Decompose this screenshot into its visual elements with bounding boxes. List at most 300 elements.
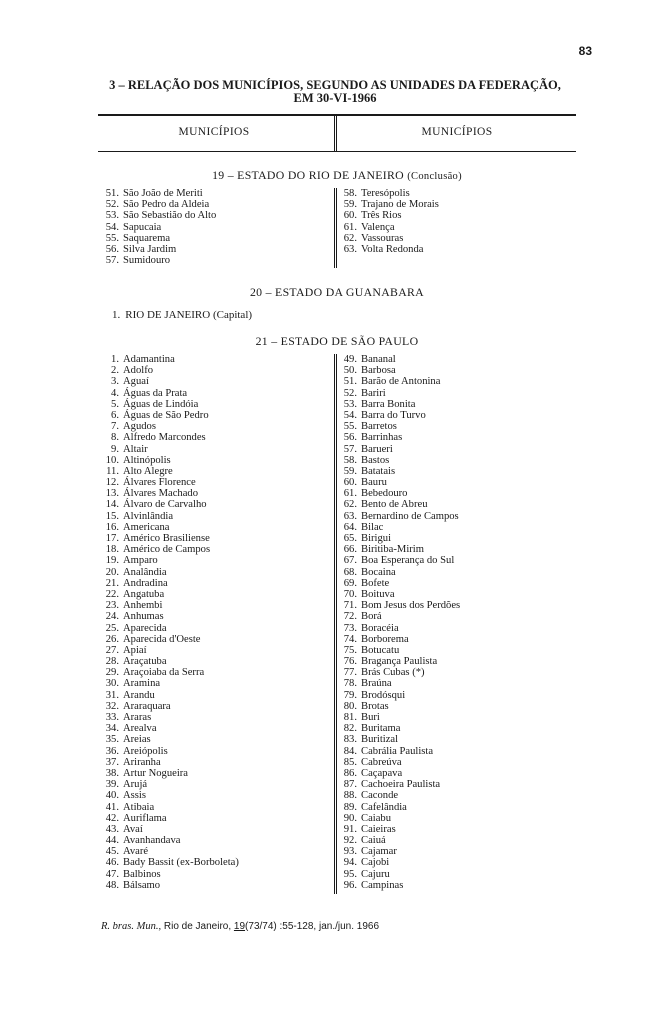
list-item [100,656,239,667]
list-item [100,555,239,566]
list-item-name: Adolfo [123,365,154,377]
list-item [338,188,439,199]
list-item-number: 88. [343,790,357,802]
list-item-number: 65. [343,533,357,544]
list-item [100,701,239,712]
list-item-name: Arandu [123,689,155,701]
list-item [338,790,460,801]
list-item [338,199,439,210]
list-item-number: 74. [343,633,357,645]
list-item [100,233,216,244]
list-item [338,388,460,399]
list-item-name: Avanhandava [123,835,181,847]
list-item-number: 57. [343,443,357,455]
list-item-name: Altair [123,443,148,455]
list-item [100,802,239,813]
list-item [338,365,460,376]
list-item [338,421,460,432]
list-item-number: 43. [105,823,119,835]
list-item-number: 42. [105,812,119,824]
list-item [338,813,460,824]
list-item [338,376,460,387]
rio-de-janeiro-list-left [100,188,216,266]
list-item-name: Águas de Lindóia [123,398,199,410]
list-item-name: São Sebastião do Alto [123,210,217,222]
list-item-number: 12. [105,477,119,489]
list-item [100,723,239,734]
list-item-number: 26. [105,633,119,645]
list-item-name: Barra Bonita [361,398,416,410]
list-item-number: 4. [111,387,119,399]
list-item [338,410,460,421]
list-item-name: Biritiba-Mirim [361,544,424,556]
list-item [338,611,460,622]
list-item [338,432,460,443]
list-item-number: 93. [343,846,357,858]
list-item-name: Bilac [361,521,384,533]
list-item [338,701,460,712]
list-item-name: Batatais [361,465,396,477]
list-item-number: 67. [343,555,357,567]
list-item-number: 37. [105,756,119,768]
list-item-number: 44. [105,835,119,847]
list-item-name: Brás Cubas (*) [361,667,425,679]
list-item-name: Américo Brasiliense [123,533,210,544]
list-item-name: Arujá [123,779,148,791]
table-header-rule [98,151,576,152]
list-item-number: 90. [343,812,357,824]
list-item-name: Três Rios [361,210,402,222]
list-item [338,634,460,645]
list-item [338,544,460,555]
list-item-number: 35. [105,734,119,746]
list-item-number: 7. [111,421,119,433]
list-item-name: Avaré [123,846,149,858]
list-item-name: Bento de Abreu [361,499,428,511]
list-item-name: Brodósqui [361,689,406,701]
list-item-name: Borborema [361,633,409,645]
list-item-name: Boracéia [361,622,399,634]
list-item-name: Caconde [361,790,399,802]
list-item [338,869,460,880]
list-item-number: 48. [105,879,119,891]
list-item-number: 80. [343,700,357,712]
list-item-number: 10. [105,454,119,466]
rj-column-divider-1 [334,188,335,268]
list-item [338,768,460,779]
list-item-number: 33. [105,712,119,723]
list-item [338,600,460,611]
list-item [338,511,460,522]
list-item-name: Bernardino de Campos [361,510,459,522]
footnote-rest: (73/74) :55-128, jan./jun. 1966 [245,921,380,932]
list-item [338,835,460,846]
list-item-number: 27. [105,644,119,656]
list-item-name: Andradina [123,577,168,589]
list-item-name: Volta Redonda [361,243,424,255]
list-item [100,757,239,768]
list-item-number: 20. [105,566,119,578]
list-item-name: Analândia [123,566,167,578]
list-item [338,244,439,255]
list-item-name: Cajuru [361,868,390,880]
list-item [338,746,460,757]
list-item-number: 63. [343,243,357,255]
list-item-number: 55. [105,232,119,244]
list-item [338,455,460,466]
list-item-name: Cabreúva [361,756,402,768]
list-item [100,678,239,689]
list-item-name: Botucatu [361,644,400,656]
list-item-name: Adamantina [123,354,175,365]
list-item-name: Atibaia [123,801,155,813]
list-item-name: Buri [361,712,380,723]
list-item [338,567,460,578]
list-item [100,365,239,376]
list-item-number: 55. [343,421,357,433]
list-item [100,455,239,466]
list-item [338,824,460,835]
sao-paulo-list-right [338,354,460,891]
list-item [100,255,216,266]
list-item-number: 34. [105,723,119,735]
list-item-name: Álvares Florence [123,477,196,489]
list-item-number: 3. [111,376,119,388]
list-item-number: 41. [105,801,119,813]
list-item [100,410,239,421]
list-item [100,567,239,578]
guanabara-item-number: 1. [112,309,121,321]
list-item-number: 89. [343,801,357,813]
list-item-name: Americana [123,521,170,533]
list-item-number: 11. [106,465,119,477]
sao-paulo-list-left [100,354,239,891]
list-item-name: Aguaí [123,376,149,388]
list-item-number: 92. [343,835,357,847]
list-item [100,813,239,824]
list-item [338,712,460,723]
list-item [338,846,460,857]
table-top-rule [98,114,576,116]
list-item [100,600,239,611]
list-item [338,233,439,244]
list-item-number: 62. [343,232,357,244]
list-item [100,768,239,779]
rio-de-janeiro-list-right [338,188,439,255]
list-item-number: 28. [105,656,119,668]
list-item-number: 76. [343,656,357,668]
list-item-number: 71. [343,600,357,612]
list-item [100,244,216,255]
list-item [100,690,239,701]
page-number: 83 [578,44,592,58]
list-item [100,746,239,757]
list-item [338,466,460,477]
list-item-name: Alfredo Marcondes [123,432,206,444]
list-item [338,555,460,566]
footnote-city: Rio de Janeiro, [163,921,232,932]
list-item-name: Areias [123,734,151,746]
list-item-name: Teresópolis [361,188,410,199]
list-item [100,779,239,790]
list-item [100,444,239,455]
list-item [338,623,460,634]
list-item-number: 87. [343,779,357,791]
list-item-name: Barueri [361,443,393,455]
list-item-number: 62. [343,499,357,511]
list-item-number: 23. [105,600,119,612]
list-item-number: 14. [105,499,119,511]
list-item-name: Brotas [361,700,389,712]
list-item [100,499,239,510]
list-item [100,533,239,544]
list-item-number: 96. [343,879,357,891]
list-item-number: 56. [105,243,119,255]
list-item-number: 22. [105,588,119,600]
list-item-number: 17. [105,533,119,544]
list-item [338,802,460,813]
list-item-number: 9. [111,443,119,455]
list-item-name: Bariri [361,387,386,399]
sp-column-divider-2 [336,354,337,894]
list-item-name: São João de Meriti [123,188,203,199]
list-item-number: 49. [343,354,357,365]
list-item-number: 72. [343,611,357,623]
list-item [338,880,460,891]
list-item-number: 21. [105,577,119,589]
list-item-number: 95. [343,868,357,880]
list-item-number: 70. [343,588,357,600]
list-item-name: Anhembi [123,600,163,612]
list-item [100,477,239,488]
list-item-name: Araras [123,712,152,723]
list-item-name: Cachoeira Paulista [361,779,441,791]
column-header-right: MUNICÍPIOS [421,126,493,138]
list-item-number: 69. [343,577,357,589]
list-item [100,522,239,533]
list-item-number: 54. [343,409,357,421]
list-item-name: Barrinhas [361,432,403,444]
list-item-name: Buritizal [361,734,399,746]
list-item-number: 73. [343,622,357,634]
list-item-number: 86. [343,767,357,779]
list-item-name: Amparo [123,555,158,567]
list-item-number: 19. [105,555,119,567]
list-item-name: Campinas [361,879,404,891]
list-item-number: 24. [105,611,119,623]
list-item [338,488,460,499]
list-item-name: Sumidouro [123,255,171,267]
list-item [338,533,460,544]
list-item-name: Auriflama [123,812,167,824]
footnote-volume: 19 [233,921,246,932]
list-item-number: 60. [343,210,357,222]
list-item-name: Álvaro de Carvalho [123,499,207,511]
list-item [100,880,239,891]
list-item-number: 51. [105,188,119,199]
list-item-name: Bofete [361,577,390,589]
list-item [100,835,239,846]
list-item-name: Bom Jesus dos Perdões [361,600,461,612]
list-item-number: 75. [343,644,357,656]
title-line-1: 3 – RELAÇÃO DOS MUNICÍPIOS, SEGUNDO AS UNIDADES DA FEDERAÇÃO, [109,78,561,92]
list-item-name: Bebedouro [361,488,408,500]
list-item [100,578,239,589]
list-item-name: Caçapava [361,767,403,779]
list-item [100,589,239,600]
list-item-name: Álvares Machado [123,488,199,500]
list-item-name: Caiuá [361,835,386,847]
list-item-number: 81. [343,712,357,723]
list-item [100,421,239,432]
list-item-number: 13. [105,488,119,500]
list-item-number: 64. [343,521,357,533]
list-item-name: Alvinlândia [123,510,174,522]
list-item [100,199,216,210]
list-item-name: Barretos [361,421,397,433]
list-item [338,645,460,656]
list-item-number: 15. [105,510,119,522]
list-item-number: 59. [343,199,357,211]
list-item-number: 61. [343,221,357,233]
list-item-name: Bastos [361,454,390,466]
list-item-name: Altinópolis [123,454,171,466]
list-item [338,477,460,488]
sp-column-divider-1 [334,354,335,894]
list-item [338,399,460,410]
list-item-name: Saquarema [123,232,171,244]
list-item [100,376,239,387]
list-item-name: Birigui [361,533,392,544]
list-item-name: Bananal [361,354,396,365]
list-item-name: Barão de Antonina [361,376,441,388]
list-item-name: Araçatuba [123,656,167,668]
list-item-number: 54. [105,221,119,233]
list-item-name: Apiaí [123,644,147,656]
list-item-number: 50. [343,365,357,377]
list-item [338,678,460,689]
list-item-name: Avaí [123,823,143,835]
list-item [338,444,460,455]
list-item-name: Cabrália Paulista [361,745,434,757]
header-divider-1 [334,116,335,152]
list-item-number: 6. [111,409,119,421]
list-item [100,634,239,645]
list-item [100,466,239,477]
citation-footnote [101,921,379,932]
section-title-suffix: (Conclusão) [407,171,462,182]
list-item [338,578,460,589]
list-item [100,857,239,868]
list-item-number: 25. [105,622,119,634]
list-item-number: 56. [343,432,357,444]
column-header-left: MUNICÍPIOS [178,126,250,138]
list-item [100,645,239,656]
list-item-name: Silva Jardim [123,243,177,255]
list-item [338,779,460,790]
list-item-name: Valença [361,221,395,233]
list-item-name: Américo de Campos [123,544,211,556]
list-item [100,611,239,622]
list-item-name: Assis [123,790,146,802]
list-item-number: 2. [111,365,119,377]
list-item-number: 91. [343,823,357,835]
list-item-number: 38. [105,767,119,779]
list-item-name: Boa Esperança do Sul [361,555,455,567]
title-line-2: EM 30-VI-1966 [293,91,377,105]
list-item [338,723,460,734]
list-item-number: 31. [105,689,119,701]
list-item-number: 78. [343,678,357,690]
list-item-number: 16. [105,521,119,533]
list-item [338,499,460,510]
list-item [100,399,239,410]
list-item-name: Trajano de Morais [361,199,439,211]
list-item-number: 94. [343,857,357,869]
list-item-name: Alto Alegre [123,465,173,477]
list-item [338,857,460,868]
list-item-name: Bauru [361,477,387,489]
list-item-name: Bálsamo [123,879,161,891]
list-item-name: Águas de São Pedro [123,409,209,421]
list-item [100,846,239,857]
guanabara-item-name: RIO DE JANEIRO (Capital) [125,309,253,321]
list-item [100,734,239,745]
list-item-name: Águas da Prata [123,387,188,399]
list-item-number: 45. [105,846,119,858]
list-item-number: 47. [105,868,119,880]
list-item-name: Buritama [361,723,401,735]
list-item-number: 53. [343,398,357,410]
list-item [100,210,216,221]
list-item-name: Anhumas [123,611,164,623]
list-item-name: Angatuba [123,588,165,600]
list-item-name: Caiabu [361,812,392,824]
list-item [338,667,460,678]
rj-column-divider-2 [336,188,337,268]
list-item [100,388,239,399]
list-item-number: 36. [105,745,119,757]
list-item-number: 51. [343,376,357,388]
list-item-name: Ariranha [123,756,161,768]
list-item-number: 77. [343,667,357,679]
guanabara-item [112,309,252,321]
list-item-name: Barra do Turvo [361,409,426,421]
list-item-number: 59. [343,465,357,477]
section-title-guanabara: 20 – ESTADO DA GUANABARA [249,285,425,299]
list-item [100,354,239,365]
list-item-name: Araraquara [123,700,171,712]
list-item [100,188,216,199]
list-item-number: 61. [343,488,357,500]
list-item-name: Borá [361,611,382,623]
list-item [338,690,460,701]
list-item-name: Bady Bassit (ex-Borboleta) [123,857,239,869]
list-item [100,869,239,880]
list-item-number: 5. [111,398,119,410]
list-item-number: 39. [105,779,119,791]
list-item-name: Aramina [123,678,161,690]
list-item-name: Agudos [123,421,156,433]
list-item-number: 68. [343,566,357,578]
list-item [338,222,439,233]
list-item-number: 1. [111,354,119,365]
list-item [100,623,239,634]
list-item [100,824,239,835]
list-item-name: Bragança Paulista [361,656,438,668]
list-item [100,712,239,723]
list-item-name: Cafelândia [361,801,407,813]
